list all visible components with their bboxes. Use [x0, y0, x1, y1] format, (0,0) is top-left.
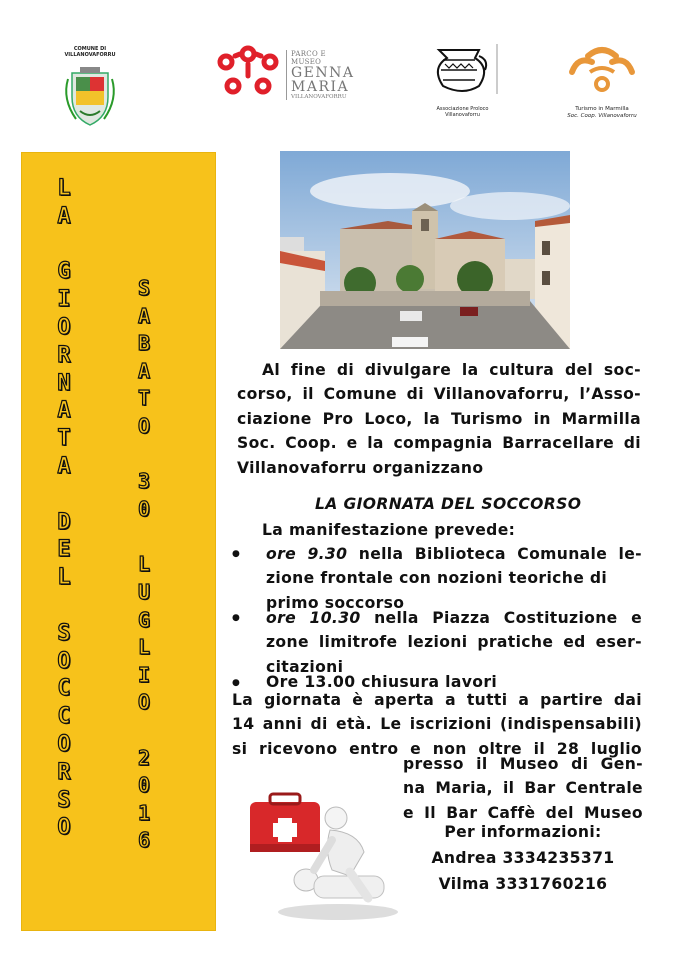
banner-title-letter: L	[57, 565, 71, 591]
logo-genna-maria	[213, 42, 353, 108]
banner-title-letter: O	[57, 314, 71, 340]
banner-date-letter: T	[137, 386, 151, 411]
banner-title	[50, 175, 78, 842]
intro-line-4: Soc. Coop. e la compagnia Barracellare di	[237, 434, 641, 453]
intro-line-5: Villanovaforru organizzano	[237, 458, 484, 477]
banner-title-letter: A	[57, 398, 71, 424]
contact-andrea: Andrea 3334235371	[431, 849, 615, 867]
banner-title-letter: A	[57, 453, 71, 479]
program-item-1	[266, 542, 642, 615]
closing-line-1: La giornata è aperta a tutti a partire dai	[232, 691, 642, 709]
genna-maria-symbol-icon	[213, 42, 283, 104]
banner-title-letter: I	[57, 287, 71, 313]
program-item-2-line-3: citazioni	[266, 657, 344, 676]
logo-proloco	[425, 40, 500, 124]
program-item-2-line-2: zone limitrofe lezioni pratiche ed eser-	[266, 633, 642, 652]
banner-title-letter: L	[57, 176, 71, 201]
banner-title-letter: T	[57, 426, 71, 452]
banner-title-letter: N	[57, 370, 71, 396]
banner-title-letter: G	[57, 259, 71, 285]
banner-date-letter: I	[137, 662, 151, 687]
logo-turismo	[562, 42, 642, 122]
banner-date-letter: G	[137, 607, 151, 632]
proloco-line-2: Villanovaforru	[445, 112, 480, 119]
program-item-2-rest: nella Piazza Costituzione e	[360, 609, 642, 627]
program-item-1-time: ore 9.30	[266, 545, 348, 563]
intro-line-2: corso, il Comune di Villanovaforru, l’Asso-	[237, 385, 641, 404]
program-item-1-line-2: zione frontale con nozioni teoriche di	[266, 569, 608, 588]
banner-date-letter: A	[137, 358, 151, 383]
program-list	[232, 542, 642, 692]
comune-label: COMUNE DI VILLANOVAFORRU	[64, 46, 116, 59]
banner-title-letter: O	[57, 731, 71, 757]
banner-date-letter: L	[137, 552, 151, 577]
contacts-heading: Per informazioni:	[444, 823, 602, 841]
logo-comune	[50, 46, 130, 124]
program-item-1-rest: nella Biblioteca Comunale le-	[347, 545, 642, 563]
banner-title-letter: C	[57, 676, 71, 702]
vase-icon	[425, 40, 500, 98]
venue-paragraph	[403, 752, 643, 825]
venue-line-1: presso il Museo di Gen-	[403, 755, 643, 773]
first-aid-kit-icon	[238, 780, 403, 930]
banner-title-letter: R	[57, 342, 71, 368]
museum-line-4: VILLANOVAFORRU	[291, 94, 347, 100]
closing-paragraph	[232, 688, 642, 761]
banner-date-letter: A	[137, 303, 151, 328]
banner-title-letter: A	[57, 203, 71, 229]
banner-date	[130, 275, 158, 855]
museum-line-2: GENNA	[291, 65, 355, 81]
banner-date-letter: O	[137, 690, 151, 715]
closing-line-2: 14 anni di età. Le iscrizioni (indispensabili)	[232, 715, 642, 734]
proloco-line-1: Associazione Proloco	[436, 106, 489, 112]
banner-title-letter: C	[57, 704, 71, 730]
event-title: LA GIORNATA DEL SOCCORSO	[315, 495, 582, 513]
program-item-1-line-1	[266, 542, 642, 566]
banner-date-letter: B	[137, 331, 151, 356]
bullet-2: ●	[232, 613, 241, 623]
banner-date-letter: 3	[137, 469, 151, 494]
program-item-2-line-1	[266, 606, 642, 630]
bullet-1: ●	[232, 549, 241, 559]
program-item-3: Ore 13.00 chiusura lavori	[266, 673, 498, 691]
bullet-3: ●	[232, 678, 241, 688]
program-item-2-time: ore 10.30	[266, 609, 361, 627]
intro-line-1: Al fine di divulgare la cultura del soc-	[262, 361, 641, 379]
closing-line-3: si ricevono entro e non oltre il 28 luglio	[232, 739, 642, 758]
contact-vilma: Vilma 3331760216	[438, 875, 608, 893]
banner-date-letter: 2	[137, 745, 151, 770]
banner-date-letter: U	[137, 579, 151, 604]
banner-date-letter: L	[137, 635, 151, 660]
genna-maria-wordmark	[286, 50, 353, 100]
venue-line-3: e Il Bar Caffè del Museo	[403, 803, 643, 822]
museum-line-3: MARIA	[291, 79, 350, 95]
banner-title-letter: S	[57, 787, 71, 813]
turismo-symbol-icon	[562, 42, 642, 100]
banner-title-letter: S	[57, 620, 71, 646]
venue-line-2: na Maria, il Bar Centrale	[403, 779, 643, 798]
banner-title-letter: D	[57, 509, 71, 535]
banner-date-letter: O	[137, 413, 151, 438]
banner-title-letter: O	[57, 815, 71, 841]
banner-title-letter: O	[57, 648, 71, 674]
turismo-line-1: Turismo in Marmilla	[575, 106, 629, 112]
banner-date-letter: 0	[137, 773, 151, 798]
intro-line-3: ciazione Pro Loco, la Turismo in Marmilla	[237, 409, 641, 428]
banner-title-letter: E	[57, 537, 71, 563]
village-photo	[280, 151, 570, 349]
banner-date-letter: 0	[137, 496, 151, 521]
turismo-line-2: Soc. Coop. Villanovaforru	[567, 112, 637, 119]
banner-date-letter: 6	[137, 828, 151, 853]
program-item-1-line-3: primo soccorso	[266, 593, 405, 612]
banner-title-letter: R	[57, 759, 71, 785]
side-banner	[22, 153, 215, 930]
banner-date-letter: 1	[137, 800, 151, 825]
program-heading: La manifestazione prevede:	[262, 521, 516, 539]
banner-date-letter: S	[137, 276, 151, 300]
comune-crest-icon	[50, 59, 130, 129]
museum-line-1: PARCO E MUSEO	[291, 50, 326, 66]
intro-paragraph	[237, 358, 641, 480]
first-aid-illustration	[238, 780, 403, 930]
program-item-2	[266, 606, 642, 679]
